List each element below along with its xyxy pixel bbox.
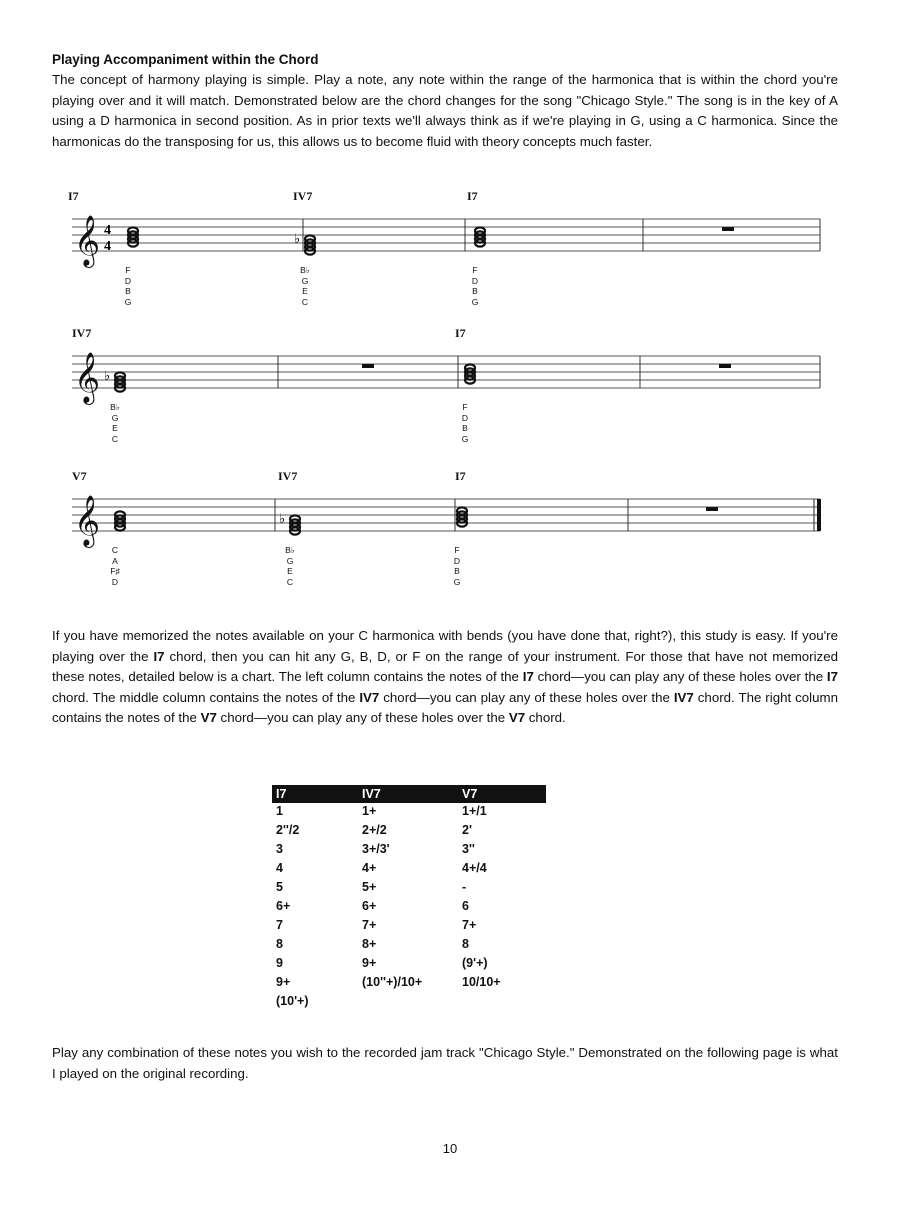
chord-note-names [107, 402, 123, 444]
chord-note-names [297, 265, 313, 307]
chart-cell [458, 993, 546, 1012]
note-name: F [125, 265, 131, 275]
chord-label: I7 [455, 469, 466, 483]
chart-cell: 9+ [276, 975, 291, 989]
note-name: F [462, 402, 468, 412]
treble-clef-icon: 𝄞 [74, 352, 101, 403]
whole-rest [362, 364, 374, 368]
whole-rest [706, 507, 718, 511]
chart-cell: 2''/2 [276, 823, 300, 837]
chart-cell: 9+ [362, 956, 377, 970]
note-name: F♯ [110, 566, 120, 577]
chart-row [272, 936, 546, 955]
note-name: G [453, 576, 461, 587]
chart-header-i7: I7 [272, 785, 358, 803]
chart-cell: 1+ [362, 804, 377, 818]
note-name: B [125, 286, 131, 297]
chart-cell: 4 [276, 861, 283, 875]
intro-paragraph: The concept of harmony playing is simple. Play a note, any note within the range of the harmonica that is within the chord you're playing over and it will match. Demonstrated below are the chord changes for the song "Chicago Style." The song is in the key of A using a D harmonica in second position. As in prior texts we'll always think as if we're playing in G, using a C harmonica. Since the harmonicas do the transposing for us, this allows us to become fluid with theory concepts much faster. [52, 72, 838, 149]
note-name: B [462, 423, 468, 434]
chord-note-names [282, 545, 298, 587]
chart-cell: 3 [276, 842, 283, 856]
note-name: B [472, 286, 478, 297]
note-name: C [111, 545, 119, 555]
note-name: B [454, 566, 460, 577]
chart-cell: 2' [462, 823, 472, 837]
chart-row [272, 917, 546, 936]
note-name: G [301, 275, 309, 286]
chord-note-names [467, 265, 483, 307]
chart-cell: 9 [276, 956, 283, 970]
chord-note-names [449, 545, 465, 587]
note-name: F [454, 545, 460, 555]
chart-cell: 6 [462, 899, 469, 913]
chart-cell: 5 [276, 880, 283, 894]
chart-header-v7: V7 [458, 785, 546, 803]
flat-accidental-icon: ♭ [294, 232, 301, 247]
chart-row [272, 860, 546, 879]
chord-holes-chart [272, 785, 546, 1012]
chart-cell: 7+ [362, 918, 377, 932]
chart-cell: 7 [276, 918, 283, 932]
closing-paragraph: Play any combination of these notes you wish to the recorded jam track "Chicago Style." Demonstrated on the following page is what I played on the original recording. [52, 1045, 838, 1081]
chord-label: I7 [455, 326, 466, 340]
note-name: B♭ [285, 545, 295, 555]
chart-cell: (10'+) [276, 994, 309, 1008]
note-name: G [461, 433, 469, 444]
note-name: G [286, 555, 294, 566]
chord-note-names [107, 545, 123, 587]
flat-accidental-icon: ♭ [104, 369, 111, 384]
explanation-paragraph: If you have memorized the notes available on your C harmonica with bends (you have done that, right?), this study is easy. If you're playing over the I7 chord, then you can hit any G, B, D, or F on the range of your instrument. For those that have not memorized these notes, detailed below is a chart. The left column contains the notes of the I7 chord—you can play any of these holes over the I7 chord. The middle column contains the notes of the IV7 chord—you can play any of these holes over the IV7 chord. The right column contains the notes of the V7 chord—you can play any of these holes over the V7 chord. [52, 628, 839, 726]
note-name: C [286, 576, 294, 587]
chart-cell: 4+ [362, 861, 377, 875]
note-name: D [461, 412, 469, 423]
note-name: D [124, 275, 132, 286]
page-number: 10 [442, 1141, 458, 1156]
treble-clef-icon: 𝄞 [74, 495, 101, 546]
note-name: B♭ [300, 265, 310, 275]
chart-cell: 3'' [462, 842, 475, 856]
chart-cell: - [462, 880, 467, 894]
note-name: D [471, 275, 479, 286]
chart-cell: 8+ [362, 937, 377, 951]
time-signature-bottom: 4 [104, 239, 111, 254]
chart-cell: 8 [462, 937, 469, 951]
note-name: G [471, 296, 479, 307]
note-name: C [301, 296, 309, 307]
note-name: B♭ [110, 402, 120, 412]
chart-cell: 3+/3' [362, 842, 390, 856]
chord-label: I7 [467, 189, 478, 203]
chart-cell: (9'+) [462, 956, 488, 970]
chart-header-iv7: IV7 [358, 785, 458, 803]
note-name: D [453, 555, 461, 566]
chart-cell: 1+/1 [462, 804, 487, 818]
chord-note-names [120, 265, 136, 307]
chart-row [272, 955, 546, 974]
note-name: A [112, 555, 118, 566]
treble-clef-icon: 𝄞 [74, 215, 101, 266]
chart-row [272, 974, 546, 993]
note-name: G [124, 296, 132, 307]
chart-cell: 2+/2 [362, 823, 387, 837]
chart-cell: 10/10+ [462, 975, 501, 989]
chord-label: I7 [68, 189, 79, 203]
chart-cell: 6+ [276, 899, 291, 913]
chart-cell: 4+/4 [462, 861, 487, 875]
note-name: E [302, 286, 308, 297]
chart-cell: (10''+)/10+ [362, 975, 423, 989]
flat-accidental-icon: ♭ [279, 512, 286, 527]
chart-row [272, 879, 546, 898]
chart-row [272, 993, 546, 1012]
chart-cell: 5+ [362, 880, 377, 894]
chart-cell: 1 [276, 804, 283, 818]
chord-note-names [457, 402, 473, 444]
note-name: E [112, 423, 118, 434]
chord-label: IV7 [293, 189, 313, 203]
note-name: G [111, 412, 119, 423]
chart-cell: 8 [276, 937, 283, 951]
whole-rest [722, 227, 734, 231]
note-name: D [111, 576, 119, 587]
note-name: E [287, 566, 293, 577]
chart-row [272, 898, 546, 917]
note-name: C [111, 433, 119, 444]
chart-cell [358, 993, 458, 1012]
chart-row [272, 803, 546, 822]
whole-rest [719, 364, 731, 368]
chord-label: V7 [72, 469, 87, 483]
chart-row [272, 822, 546, 841]
chart-cell: 7+ [462, 918, 477, 932]
chord-label: IV7 [278, 469, 298, 483]
chart-row [272, 841, 546, 860]
time-signature-top: 4 [104, 223, 111, 238]
section-heading: Playing Accompaniment within the Chord [52, 52, 319, 67]
note-name: F [472, 265, 478, 275]
chart-cell: 6+ [362, 899, 377, 913]
chord-label: IV7 [72, 326, 92, 340]
